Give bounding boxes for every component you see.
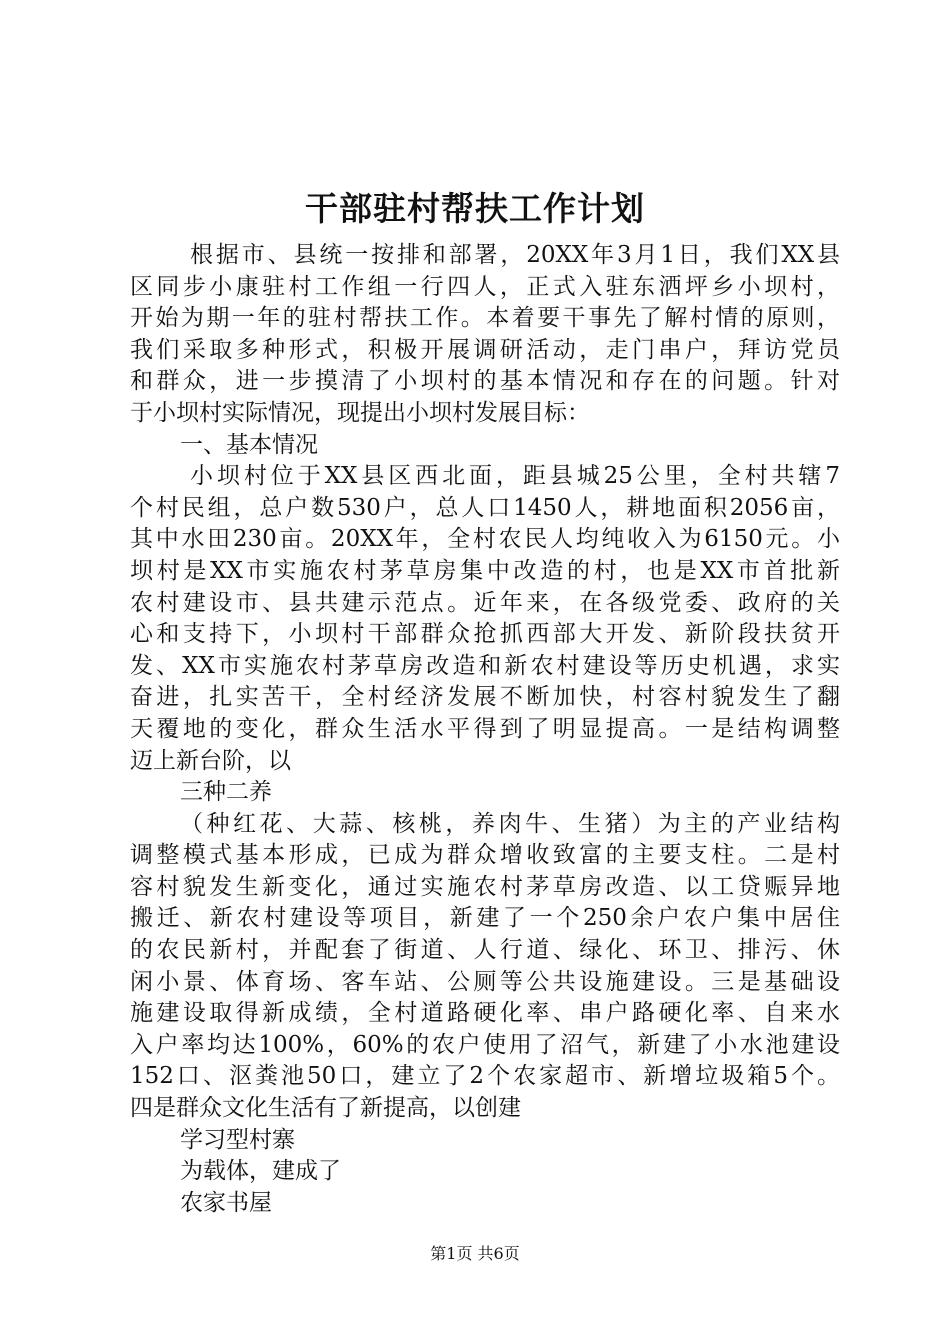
- text-line: 搬迁、新农村建设等项目，新建了一个250余户农户集中居住: [130, 905, 840, 932]
- text-line: 奋进，扎实苦干，全村经济发展不断加快，村容村貌发生了翻: [130, 684, 840, 711]
- text-line: （种红花、大蒜、核桃，养肉牛、生猪）为主的产业结构: [180, 810, 840, 837]
- text-line: 入户率均达100%，60%的农户使用了沼气，新建了小水池建设: [130, 1031, 840, 1058]
- text-line: 小坝村位于XX县区西北面，距县城25公里，全村共辖7: [190, 463, 840, 490]
- text-line: 根据市、县统一按排和部署，20XX年3月1日，我们XX县: [190, 242, 840, 268]
- text-line: 四是群众文化生活有了新提高，以创建: [130, 1095, 521, 1122]
- page-footer: 第1页 共6页: [430, 1244, 520, 1263]
- text-line: 农家书屋: [180, 1189, 272, 1216]
- text-line: 我们采取多种形式，积极开展调研活动，走门串户，拜访党员: [130, 336, 840, 363]
- section-heading: 一、基本情况: [180, 431, 318, 458]
- text-line: 迈上新台阶，以: [130, 747, 291, 774]
- document-title: 干部驻村帮扶工作计划: [305, 189, 645, 228]
- text-line: 三种二养: [180, 779, 272, 806]
- text-line: 学习型村寨: [180, 1126, 295, 1153]
- text-line: 发、XX市实施农村茅草房改造和新农村建设等历史机遇，求实: [130, 652, 840, 679]
- text-line: 区同步小康驻村工作组一行四人，正式入驻东洒坪乡小坝村，: [130, 273, 840, 300]
- text-line: 于小坝村实际情况，现提出小坝村发展目标：: [130, 399, 590, 426]
- text-line: 和群众，进一步摸清了小坝村的基本情况和存在的问题。针对: [130, 368, 840, 395]
- text-line: 容村貌发生新变化，通过实施农村茅草房改造、以工贷赈异地: [130, 873, 840, 900]
- text-line: 开始为期一年的驻村帮扶工作。本着要干事先了解村情的原则，: [130, 305, 840, 332]
- text-line: 闲小景、体育场、客车站、公厕等公共设施建设。三是基础设: [130, 968, 840, 995]
- text-line: 152口、沤粪池50口，建立了2个农家超市、新增垃圾箱5个。: [130, 1063, 840, 1090]
- text-line: 调整模式基本形成，已成为群众增收致富的主要支柱。二是村: [130, 842, 840, 869]
- text-line: 的农民新村，并配套了街道、人行道、绿化、环卫、排污、休: [130, 937, 840, 964]
- text-line: 农村建设市、县共建示范点。近年来，在各级党委、政府的关: [130, 589, 840, 616]
- text-line: 天覆地的变化，群众生活水平得到了明显提高。一是结构调整: [130, 715, 840, 742]
- text-line: 个村民组，总户数530户，总人口1450人，耕地面积2056亩，: [130, 494, 840, 521]
- text-line: 坝村是XX市实施农村茅草房集中改造的村，也是XX市首批新: [130, 557, 840, 584]
- document-body: [130, 240, 840, 1219]
- text-line: 施建设取得新成绩，全村道路硬化率、串户路硬化率、自来水: [130, 1000, 840, 1027]
- text-line: 为载体，建成了: [180, 1158, 341, 1185]
- text-line: 心和支持下，小坝村干部群众抢抓西部大开发、新阶段扶贫开: [130, 621, 840, 648]
- text-line: 其中水田230亩。20XX年，全村农民人均纯收入为6150元。小: [130, 526, 840, 553]
